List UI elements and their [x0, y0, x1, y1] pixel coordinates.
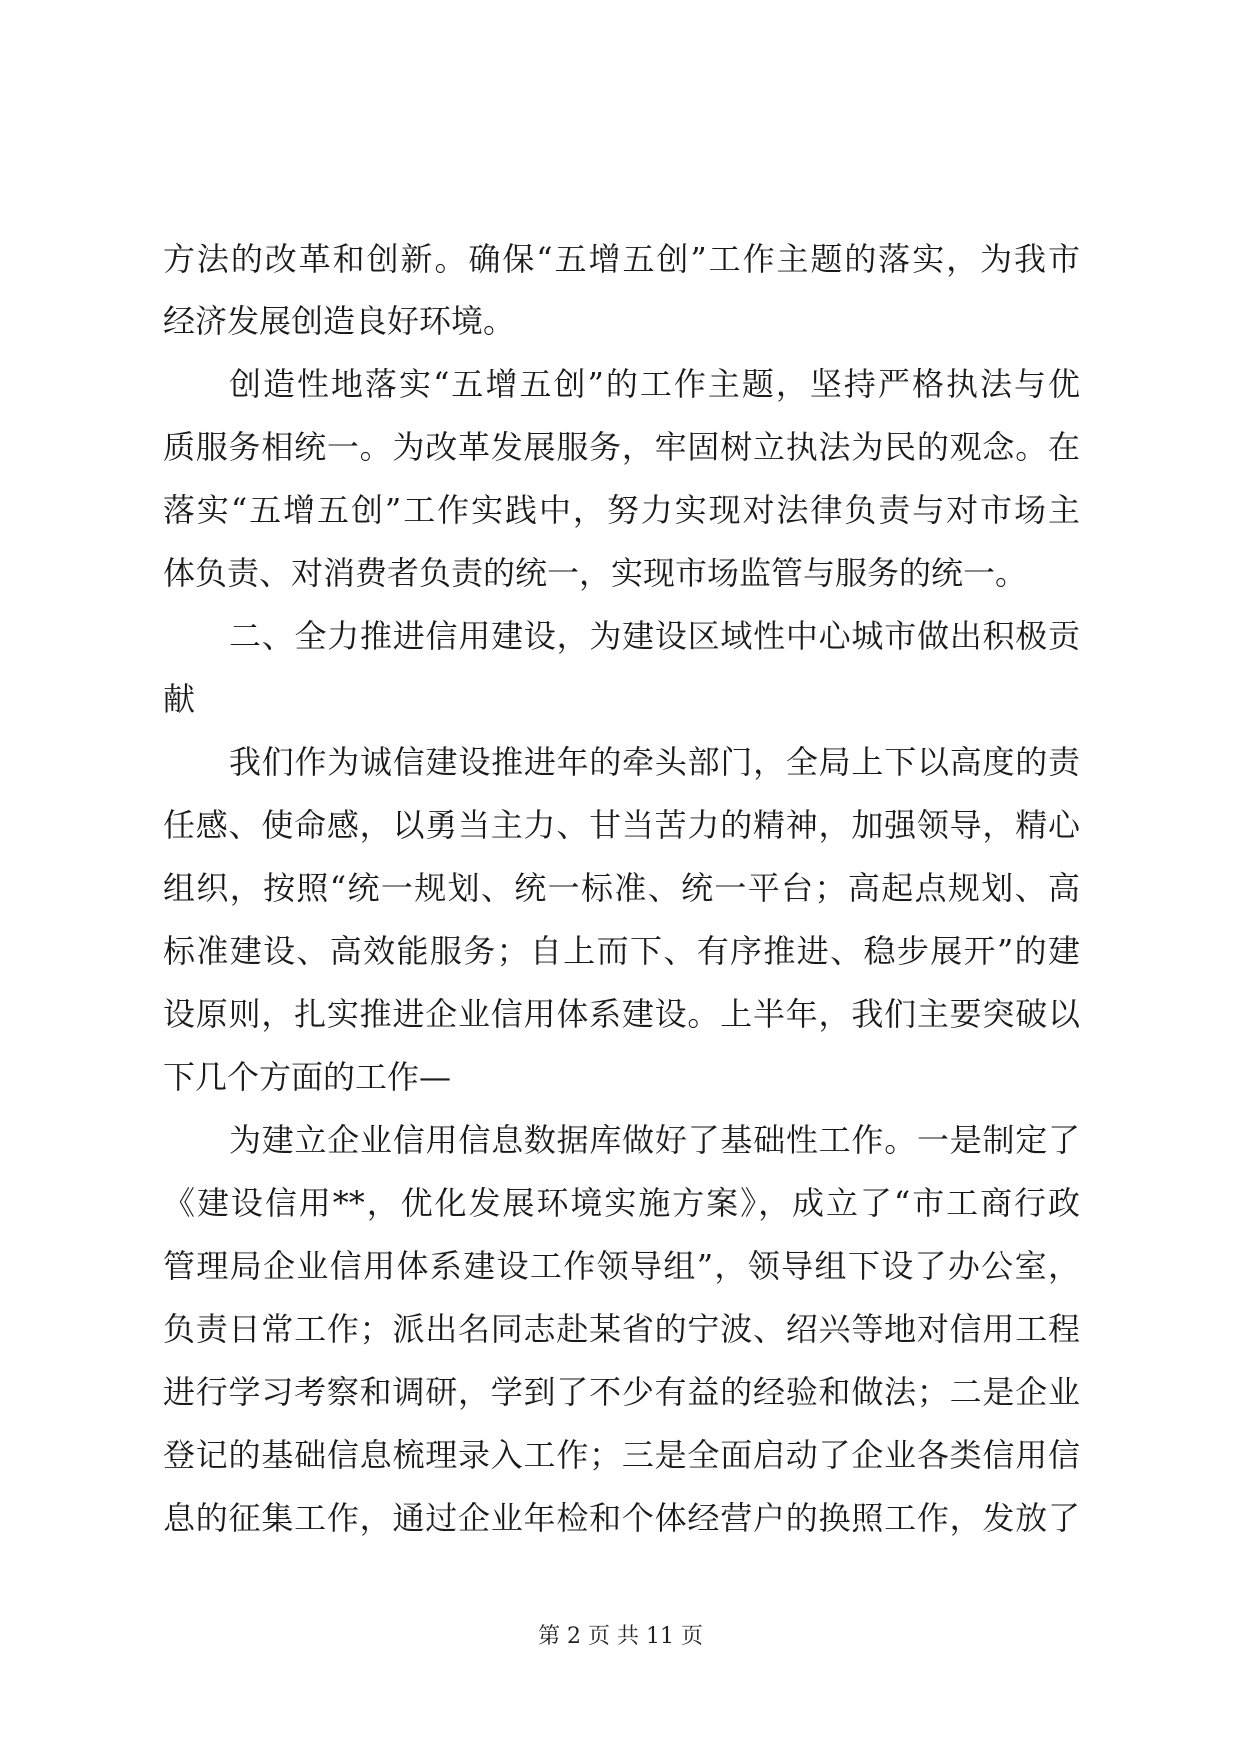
- body-text-line: 标准建设、高效能服务；自上而下、有序推进、稳步展开”的建: [163, 932, 1080, 970]
- body-text-line: 任感、使命感，以勇当主力、甘当苦力的精神，加强领导，精心: [163, 806, 1080, 844]
- paragraph-first-line: 创造性地落实“五增五创”的工作主题，坚持严格执法与优: [229, 365, 1080, 403]
- body-text-line: 负责日常工作；派出名同志赴某省的宁波、绍兴等地对信用工程: [163, 1310, 1080, 1348]
- body-text-line: 经济发展创造良好环境。: [163, 302, 516, 340]
- paragraph-first-line: 我们作为诚信建设推进年的牵头部门，全局上下以高度的责: [229, 743, 1080, 781]
- body-text-line: 体负责、对消费者负责的统一，实现市场监管与服务的统一。: [163, 554, 1028, 592]
- body-text-line: 登记的基础信息梳理录入工作；三是全面启动了企业各类信用信: [163, 1436, 1080, 1474]
- body-text-line: 质服务相统一。为改革发展服务，牢固树立执法为民的观念。在: [163, 428, 1080, 466]
- page-number-footer: 第 2 页 共 11 页: [538, 1624, 703, 1649]
- body-text-line: 组织，按照“统一规划、统一标准、统一平台；高起点规划、高: [163, 869, 1080, 907]
- paragraph-first-line: 为建立企业信用信息数据库做好了基础性工作。一是制定了: [229, 1121, 1080, 1159]
- body-text-line: 下几个方面的工作—: [163, 1058, 452, 1096]
- body-text-line: 落实“五增五创”工作实践中，努力实现对法律负责与对市场主: [163, 491, 1080, 529]
- body-text-line: 进行学习考察和调研，学到了不少有益的经验和做法；二是企业: [163, 1373, 1080, 1411]
- body-text-line: 管理局企业信用体系建设工作领导组”，领导组下设了办公室，: [163, 1247, 1080, 1285]
- body-text-line: 《建设信用**，优化发展环境实施方案》，成立了“市工商行政: [163, 1184, 1080, 1222]
- body-text-line: 设原则，扎实推进企业信用体系建设。上半年，我们主要突破以: [163, 995, 1080, 1033]
- body-text-line: 息的征集工作，通过企业年检和个体经营户的换照工作，发放了: [163, 1499, 1080, 1537]
- section-heading-line: 二、全力推进信用建设，为建设区域性中心城市做出积极贡: [229, 617, 1080, 655]
- body-text-line: 方法的改革和创新。确保“五增五创”工作主题的落实，为我市: [163, 240, 1080, 278]
- section-heading-line: 献: [163, 680, 196, 718]
